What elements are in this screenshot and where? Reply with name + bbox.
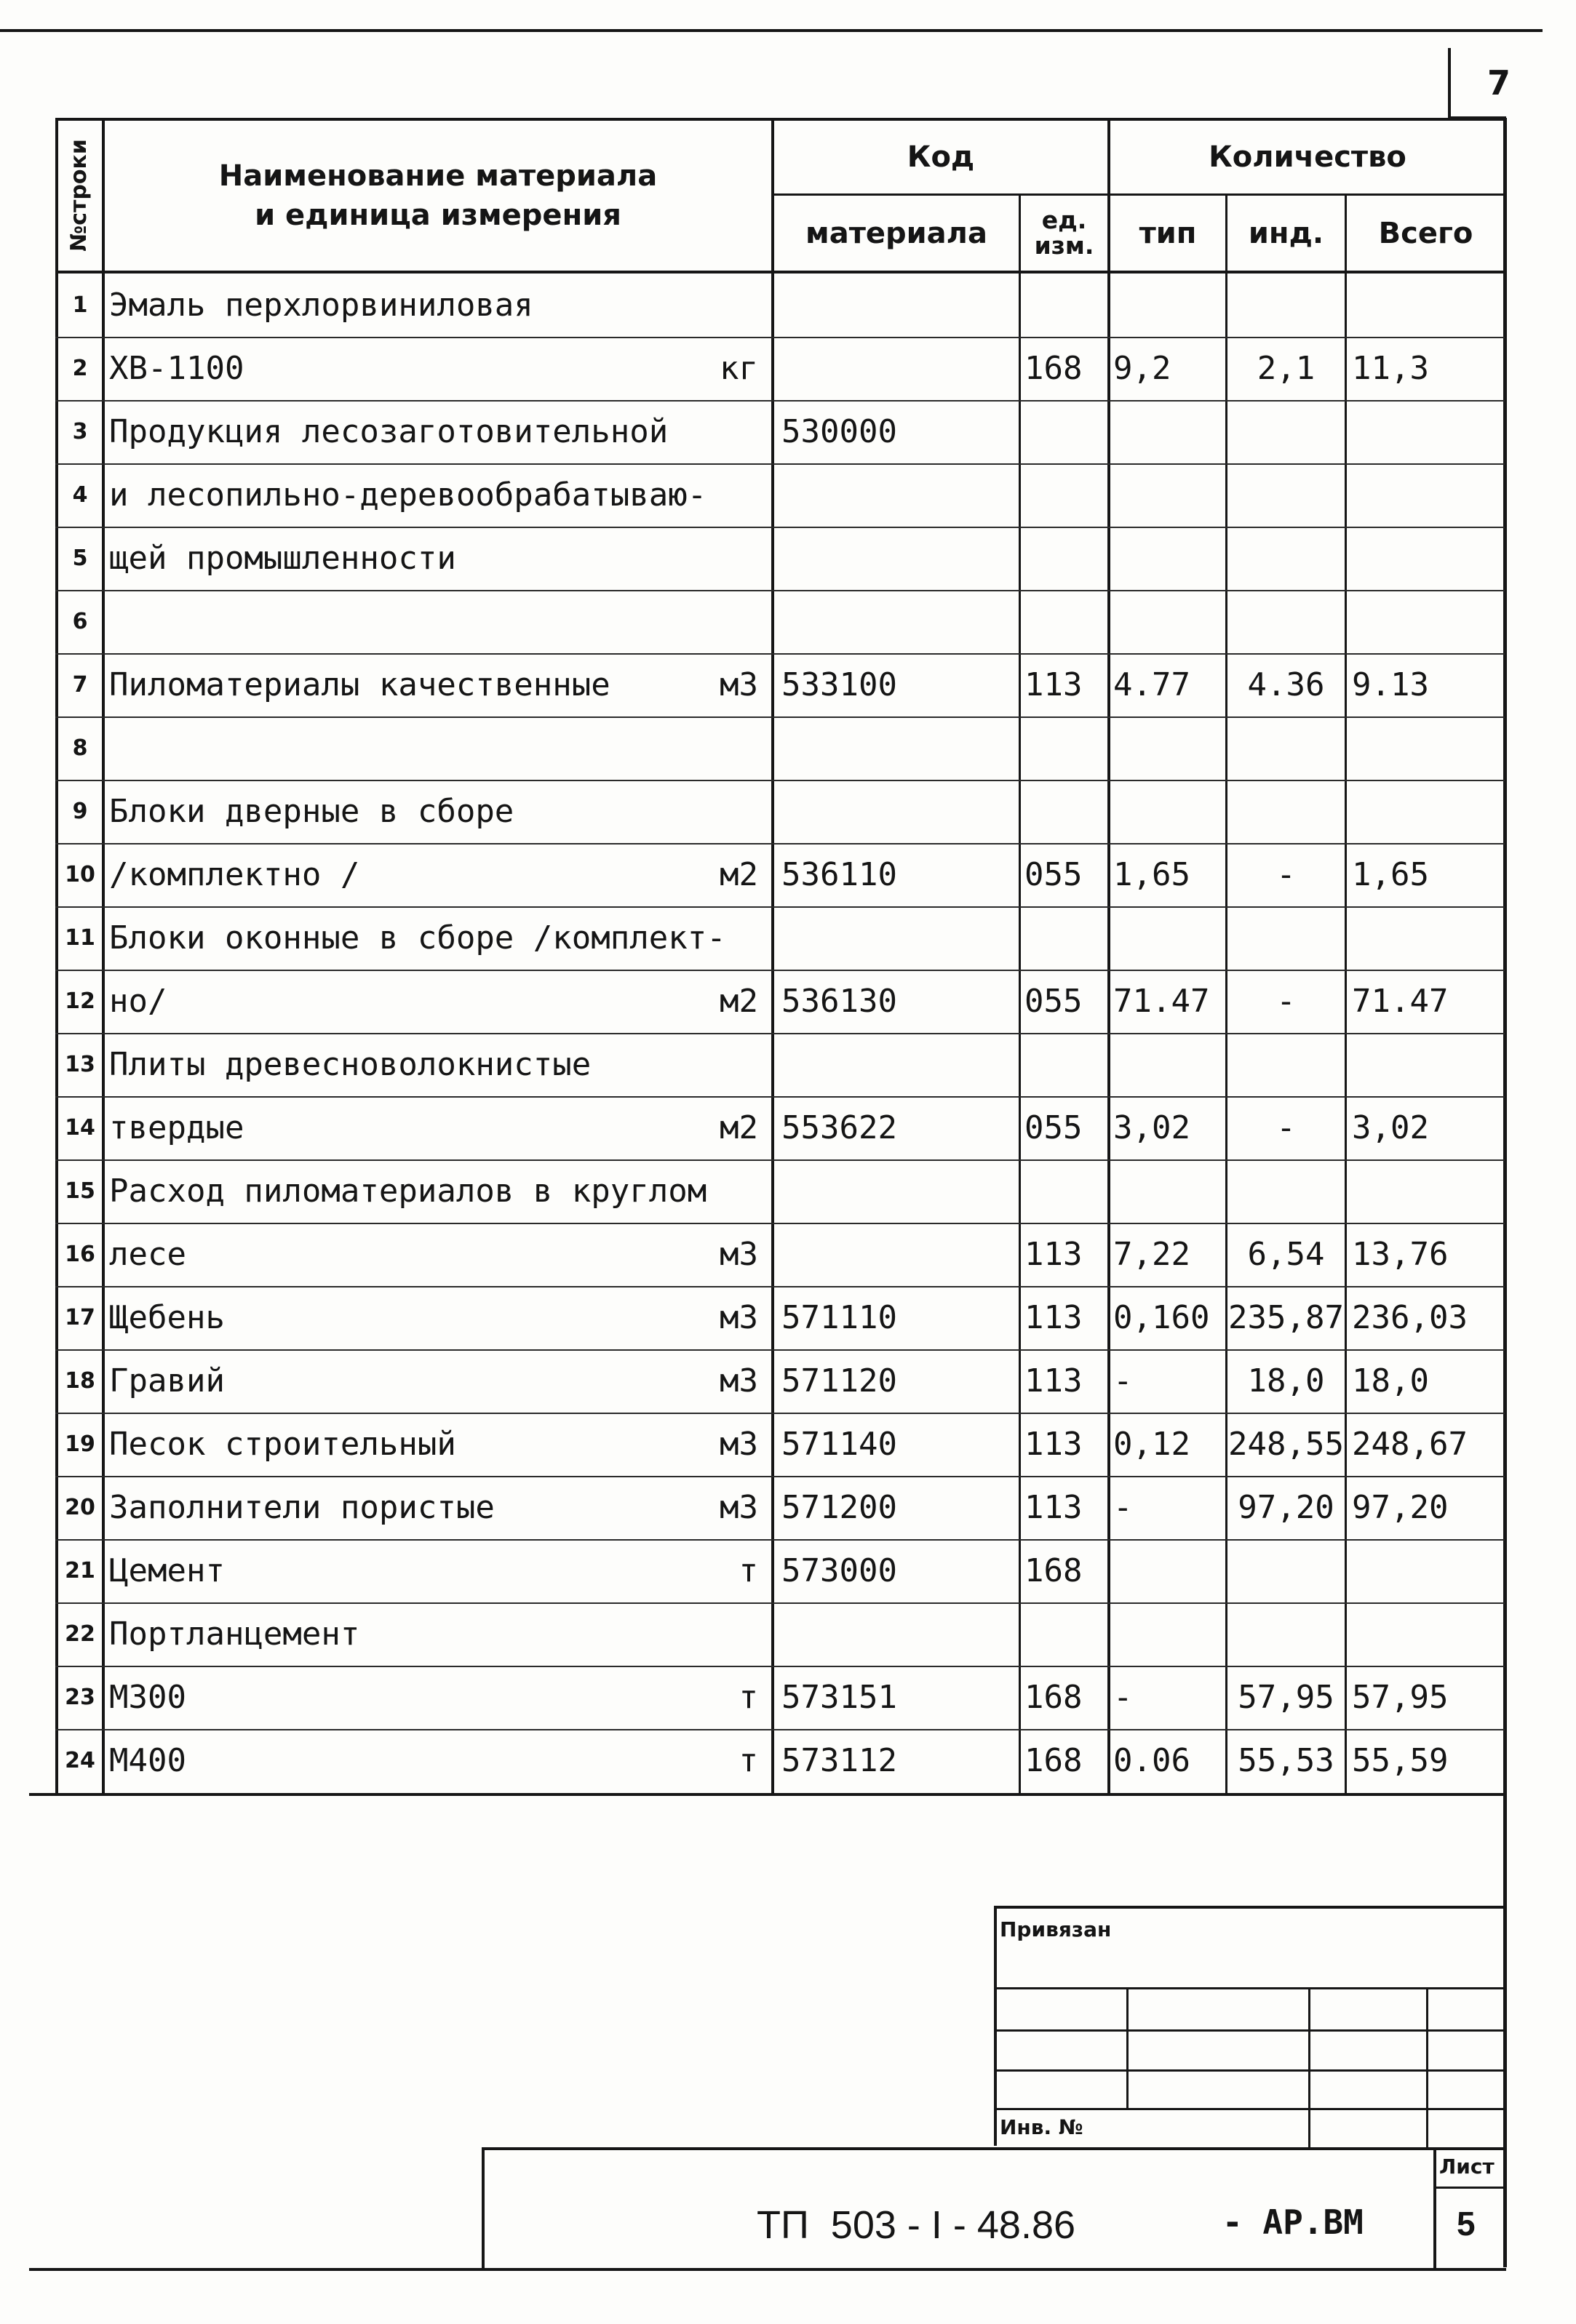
unit-code: 055 <box>1024 1109 1083 1146</box>
qty-type <box>1113 527 1225 590</box>
stamp-row-line-4 <box>994 2108 1506 2110</box>
qty-total: 236,03 <box>1352 1299 1468 1336</box>
unit-code <box>1024 1602 1107 1666</box>
sheet-box-left-line <box>1433 2147 1436 2271</box>
material-name: Плиты древесноволокнистые <box>109 1046 592 1083</box>
material-code <box>781 1223 1014 1286</box>
stamp-row-line-3 <box>994 2069 1506 2072</box>
qty-total: 3,02 <box>1352 1109 1429 1146</box>
unit-code: 113 <box>1024 1426 1083 1463</box>
row-number: 5 <box>72 546 88 571</box>
material-code: 571120 <box>781 1362 897 1399</box>
unit-code: 168 <box>1024 350 1083 387</box>
qty-total <box>1352 273 1505 337</box>
qty-ind: - <box>1276 856 1296 893</box>
unit-code: 055 <box>1024 983 1083 1020</box>
unit-code <box>1024 906 1107 970</box>
material-name: Цемент <box>109 1552 225 1589</box>
unit-code: 113 <box>1024 1236 1083 1273</box>
material-name: щей промышленности <box>109 540 456 577</box>
qty-total <box>1352 1539 1505 1602</box>
qty-total <box>1352 906 1505 970</box>
row-divider <box>55 780 1505 781</box>
unit: м3 <box>720 1236 758 1273</box>
material-code <box>781 1159 1014 1223</box>
unit <box>626 780 771 843</box>
titleblock-bottom-line <box>29 2268 1506 2271</box>
linked-label: Привязан <box>1000 1917 1112 1941</box>
qty-ind <box>1227 590 1345 653</box>
qty-total: 11,3 <box>1352 350 1429 387</box>
qty-ind-header: инд. <box>1248 216 1324 250</box>
row-divider <box>55 400 1505 402</box>
row-divider <box>55 970 1505 971</box>
qty-total <box>1352 400 1505 463</box>
material-name: лесе <box>109 1236 186 1273</box>
qty-type: 0,160 <box>1113 1299 1210 1336</box>
unit <box>626 1159 771 1223</box>
material-code <box>781 716 1014 780</box>
qty-ind <box>1227 1602 1345 1666</box>
row-divider <box>55 1286 1505 1287</box>
unit-code <box>1024 463 1107 527</box>
qty-total <box>1352 1602 1505 1666</box>
qty-ind <box>1227 400 1345 463</box>
qty-total: 13,76 <box>1352 1236 1449 1273</box>
qty-type <box>1113 1539 1225 1602</box>
table-bottom-line <box>29 1793 1506 1796</box>
document-designation: ТП 503 - I - 48.86 <box>757 2203 1076 2247</box>
stamp-top-line <box>994 1906 1506 1909</box>
unit-code: 113 <box>1024 1362 1083 1399</box>
row-divider <box>55 1159 1505 1161</box>
unit: м2 <box>720 1109 758 1146</box>
row-number: 19 <box>65 1431 95 1457</box>
row-divider <box>55 1223 1505 1224</box>
code-material-header: материала <box>805 216 987 250</box>
unit-code-header: ед. изм. <box>1034 205 1094 260</box>
sheet-number: 5 <box>1457 2205 1476 2243</box>
row-number: 18 <box>65 1368 95 1394</box>
unit <box>626 906 771 970</box>
unit-code: 168 <box>1024 1552 1083 1589</box>
stamp-row-line-1 <box>994 1987 1506 1989</box>
unit: м2 <box>720 856 758 893</box>
unit-code <box>1024 273 1107 337</box>
page-number: 7 <box>1487 63 1511 103</box>
qty-type <box>1113 590 1225 653</box>
qty-ind <box>1227 1033 1345 1096</box>
qty-ind <box>1227 780 1345 843</box>
unit-code <box>1024 716 1107 780</box>
row-number: 9 <box>72 799 88 824</box>
unit: т <box>739 1679 758 1716</box>
unit-code: 168 <box>1024 1679 1083 1716</box>
material-code: 536130 <box>781 983 897 1020</box>
qty-total: 9.13 <box>1352 666 1429 703</box>
qty-ind <box>1227 716 1345 780</box>
row-number: 8 <box>72 735 88 761</box>
unit <box>626 1602 771 1666</box>
row-divider <box>55 1476 1505 1477</box>
qty-ind <box>1227 1159 1345 1223</box>
material-name: и лесопильно-деревообрабатываю- <box>109 476 707 514</box>
row-number: 2 <box>72 356 88 381</box>
stamp-grid-line-a <box>1126 1987 1129 2108</box>
material-name: Продукция лесозаготовительной <box>109 413 669 450</box>
qty-type: - <box>1113 1679 1133 1716</box>
material-name: Портланцемент <box>109 1616 360 1653</box>
material-code: 571110 <box>781 1299 897 1336</box>
material-code <box>781 1033 1014 1096</box>
qty-total: 1,65 <box>1352 856 1429 893</box>
material-code: 573112 <box>781 1742 897 1779</box>
row-divider <box>55 1602 1505 1604</box>
row-number: 3 <box>72 419 88 444</box>
unit-code <box>1024 527 1107 590</box>
material-name: Пиломатериалы качественные <box>109 666 610 703</box>
row-divider <box>55 337 1505 338</box>
material-code <box>781 780 1014 843</box>
material-name: но/ <box>109 983 167 1020</box>
row-divider <box>55 653 1505 655</box>
material-code: 530000 <box>781 413 897 450</box>
unit <box>626 273 771 337</box>
row-number: 13 <box>65 1052 95 1077</box>
unit-code: 168 <box>1024 1742 1083 1779</box>
qty-type <box>1113 1602 1225 1666</box>
material-code: 573151 <box>781 1679 897 1716</box>
qty-ind: - <box>1276 983 1296 1020</box>
top-border-line <box>0 29 1543 32</box>
unit: м2 <box>720 983 758 1020</box>
qty-type: 0.06 <box>1113 1742 1190 1779</box>
row-number: 10 <box>65 862 95 887</box>
qty-total: 97,20 <box>1352 1489 1449 1526</box>
row-divider <box>55 1096 1505 1098</box>
qty-total <box>1352 463 1505 527</box>
qty-ind <box>1227 463 1345 527</box>
qty-type <box>1113 463 1225 527</box>
row-divider <box>55 1666 1505 1667</box>
qty-type: - <box>1113 1489 1133 1526</box>
material-name: Гравий <box>109 1362 225 1399</box>
qty-total <box>1352 1159 1505 1223</box>
unitcode-col-line <box>1019 193 1021 1794</box>
qty-ind: 55,53 <box>1238 1742 1334 1779</box>
material-code <box>781 337 1014 400</box>
qty-total <box>1352 590 1505 653</box>
unit <box>626 1033 771 1096</box>
material-code: 571200 <box>781 1489 897 1526</box>
material-code <box>781 590 1014 653</box>
unit-code: 113 <box>1024 666 1083 703</box>
material-code <box>781 906 1014 970</box>
material-name: М300 <box>109 1679 186 1716</box>
quantity-group-header: Количество <box>1209 140 1406 174</box>
qty-type <box>1113 273 1225 337</box>
qty-ind <box>1227 527 1345 590</box>
material-name: Эмаль перхлорвиниловая <box>109 287 533 324</box>
material-code: 553622 <box>781 1109 897 1146</box>
unit: м3 <box>720 1489 758 1526</box>
qty-type: 71.47 <box>1113 983 1210 1020</box>
stamp-grid-line-b <box>1308 1987 1310 2147</box>
material-name: Расход пиломатериалов в круглом <box>109 1173 707 1210</box>
row-number: 21 <box>65 1558 95 1584</box>
unit <box>626 400 771 463</box>
qty-ind: 248,55 <box>1228 1426 1344 1463</box>
unit-code <box>1024 400 1107 463</box>
qty-type: 0,12 <box>1113 1426 1190 1463</box>
qty-type: 9,2 <box>1113 350 1171 387</box>
qty-type <box>1113 1159 1225 1223</box>
material-code: 536110 <box>781 856 897 893</box>
titleblock-left-line <box>482 2147 485 2271</box>
unit-code: 113 <box>1024 1299 1083 1336</box>
row-number: 20 <box>65 1495 95 1520</box>
qty-total: 55,59 <box>1352 1742 1449 1779</box>
row-divider <box>55 590 1505 591</box>
qty-type <box>1113 716 1225 780</box>
unit <box>626 716 771 780</box>
qty-type <box>1113 400 1225 463</box>
material-code <box>781 463 1014 527</box>
material-name: М400 <box>109 1742 186 1779</box>
row-divider <box>55 1349 1505 1351</box>
unit: м3 <box>720 1426 758 1463</box>
row-number: 24 <box>65 1748 95 1773</box>
row-divider <box>55 1539 1505 1541</box>
material-name: /комплектно / <box>109 856 360 893</box>
total-col-line <box>1345 193 1347 1794</box>
material-code <box>781 273 1014 337</box>
unit: м3 <box>720 1299 758 1336</box>
code-col-line <box>771 118 774 1794</box>
row-number: 4 <box>72 482 88 508</box>
unit-code <box>1024 1159 1107 1223</box>
qty-type <box>1113 1033 1225 1096</box>
qty-total: 248,67 <box>1352 1426 1468 1463</box>
qty-total: 18,0 <box>1352 1362 1429 1399</box>
sheet-box-mid-line <box>1433 2187 1506 2189</box>
row-divider <box>55 527 1505 528</box>
unit: м3 <box>720 1362 758 1399</box>
unit <box>626 590 771 653</box>
row-number: 15 <box>65 1178 95 1204</box>
row-number: 11 <box>65 925 95 951</box>
row-number: 16 <box>65 1242 95 1267</box>
qty-type <box>1113 906 1225 970</box>
material-name-header: Наименование материала и единица измерения <box>218 159 658 232</box>
qty-ind <box>1227 1539 1345 1602</box>
material-name: Щебень <box>109 1299 225 1336</box>
unit-code <box>1024 1033 1107 1096</box>
row-divider <box>55 463 1505 465</box>
material-name: Заполнители пористые <box>109 1489 495 1526</box>
material-name: Песок строительный <box>109 1426 456 1463</box>
row-number: 1 <box>72 292 88 318</box>
material-name: Блоки дверные в сборе <box>109 793 514 830</box>
unit-code <box>1024 780 1107 843</box>
row-divider <box>55 1729 1505 1730</box>
material-code: 533100 <box>781 666 897 703</box>
material-code <box>781 527 1014 590</box>
qty-col-line <box>1107 118 1110 1794</box>
material-name: Блоки оконные в сборе /комплект- <box>109 919 726 957</box>
qty-total <box>1352 527 1505 590</box>
unit: кг <box>720 350 758 387</box>
row-divider <box>55 716 1505 718</box>
stamp-row-line-2 <box>994 2029 1506 2032</box>
stamp-grid-line-c <box>1426 1987 1428 2147</box>
unit <box>626 463 771 527</box>
material-code <box>781 1602 1014 1666</box>
row-number: 14 <box>65 1115 95 1141</box>
unit <box>626 527 771 590</box>
code-group-header: Код <box>907 140 975 174</box>
qty-total: 57,95 <box>1352 1679 1449 1716</box>
qty-type: - <box>1113 1362 1133 1399</box>
unit: т <box>739 1742 758 1779</box>
material-code: 571140 <box>781 1426 897 1463</box>
unit-code: 055 <box>1024 856 1083 893</box>
inventory-number-label: Инв. № <box>1000 2115 1083 2139</box>
row-divider <box>55 843 1505 844</box>
rownum-header: №строки <box>65 138 92 252</box>
unit-code: 113 <box>1024 1489 1083 1526</box>
qty-total: 71.47 <box>1352 983 1449 1020</box>
qty-type: 4.77 <box>1113 666 1190 703</box>
qty-ind: 4.36 <box>1247 666 1325 703</box>
qty-type: 3,02 <box>1113 1109 1190 1146</box>
qty-ind: 57,95 <box>1238 1679 1334 1716</box>
qty-type-header: тип <box>1139 216 1197 250</box>
qty-total <box>1352 716 1505 780</box>
unit-code <box>1024 590 1107 653</box>
material-code: 573000 <box>781 1552 897 1589</box>
row-number: 6 <box>72 609 88 634</box>
row-number: 17 <box>65 1305 95 1330</box>
document-suffix: - АР.ВМ <box>1222 2203 1364 2242</box>
qty-total-header: Всего <box>1378 216 1473 250</box>
qty-type: 7,22 <box>1113 1236 1190 1273</box>
unit: м3 <box>720 666 758 703</box>
row-number: 12 <box>65 989 95 1014</box>
qty-total <box>1352 780 1505 843</box>
qty-ind: 235,87 <box>1228 1299 1344 1336</box>
qty-type <box>1113 780 1225 843</box>
row-number: 22 <box>65 1621 95 1647</box>
qty-ind <box>1227 273 1345 337</box>
qty-ind <box>1227 906 1345 970</box>
qty-ind: 6,54 <box>1247 1236 1325 1273</box>
qty-ind: - <box>1276 1109 1296 1146</box>
qty-ind: 97,20 <box>1238 1489 1334 1526</box>
row-divider <box>55 906 1505 908</box>
qty-type: 1,65 <box>1113 856 1190 893</box>
qty-ind: 18,0 <box>1247 1362 1325 1399</box>
rownum-col-line <box>102 118 105 1794</box>
qty-ind: 2,1 <box>1257 350 1316 387</box>
sheet-label: Лист <box>1439 2155 1495 2179</box>
material-name: ХВ-1100 <box>109 350 244 387</box>
row-divider <box>55 1413 1505 1414</box>
titleblock-top-line <box>482 2147 1506 2150</box>
row-divider <box>55 1033 1505 1034</box>
unit: т <box>739 1552 758 1589</box>
qty-total <box>1352 1033 1505 1096</box>
material-name: твердые <box>109 1109 244 1146</box>
row-number: 23 <box>65 1685 95 1710</box>
row-number: 7 <box>72 672 88 698</box>
